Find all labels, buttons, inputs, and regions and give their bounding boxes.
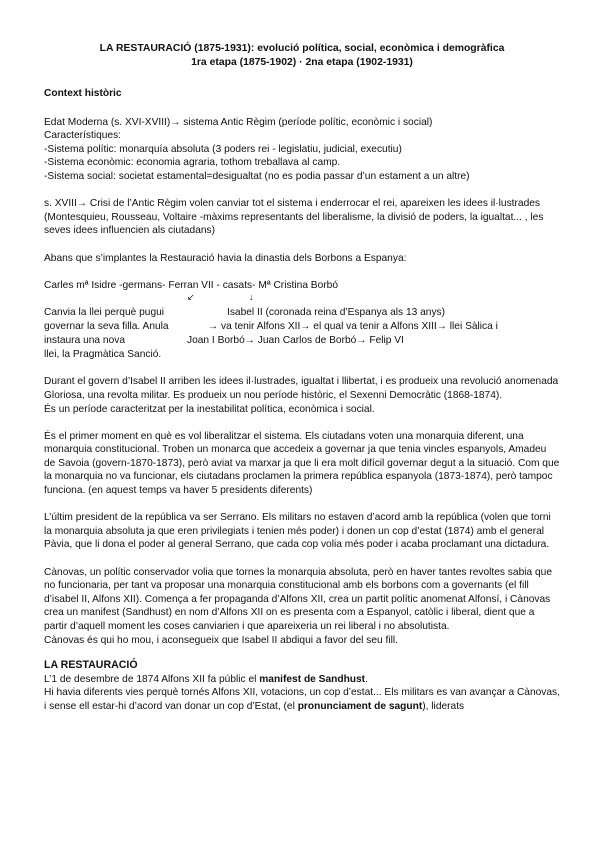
restauracio-line-2-text: Hi havia diferents vies perquè tornés Alfons XII, votacions, un cop d’estat... Els militars es van avançar a Cànovas, i sense ell estar-hi d’acord van donar un cop d’Estat, (el (44, 687, 560, 712)
restauracio-line-2 (44, 686, 560, 713)
document-title (44, 42, 560, 70)
serrano-paragraph: L’últim president de la república va ser Serrano. Els militars no estaven d’acord amb la república (volen que torni la monarquia absoluta ja que eren privilegiats i tenien més poder) i donen un cop d’estat (1874) amb el general Pàvia, que li dona el poder al general Serrano, que cada cop volia més poder i acaba proclamant una dictadura. (44, 512, 551, 551)
context-line: -Sistema econòmic: economia agraria, tothom treballava al camp. (44, 157, 341, 169)
bourbons-intro: Abans que s’implantes la Restauració havia la dinastia dels Borbons a Espanya: (44, 252, 407, 264)
restauracio-heading: LA RESTAURACIÓ (44, 659, 138, 672)
restauracio-line-2-end: ), liderats (422, 700, 465, 712)
crisis-paragraph: s. XVIII→ Crisi de l’Antic Règim volen canviar tot el sistema i enderrocar el rei, apareixen les idees il·lustrades (Montesquieu, Rousseau, Voltaire -màxims representants del liberalisme, la divisió de poders, la igualtat... , les seves idees influencien als ciutadans) (44, 198, 544, 237)
context-line: -Sistema social: societat estamental=desigualtat (no es podia passar d’un estament a un altre) (44, 170, 470, 182)
arrow-left-icon: ↙ (187, 291, 195, 302)
context-line: -Sistema polític: monarquía absoluta (3 poders rei - legislatiu, judicial, executiu) (44, 143, 402, 155)
sexenni-paragraph: És el primer moment en què es vol liberalitzar el sistema. Els ciutadans voten una monarquia diferent, una monarquia constitucional. Troben un monarca que accedeix a governar ja que tenia vincles espanyols, Amadeu de Savoia (govern-1870-1873), però aviat va marxar ja que li era molt difícil governar degut a la situació. Com que la monarquia no va funcionar, els ciutadans proclamen la primera república espanyola (1873-1874), però tampoc funciona. (en aquest temps va haver 5 presidents diferents) (44, 430, 560, 497)
context-list (44, 116, 560, 184)
manifest-emphasis: manifest de Sandhust (259, 673, 366, 685)
restauracio-line-1-end: . (365, 673, 368, 685)
gloriosa-paragraph: Durant el govern d’Isabel II arriben les idees il·lustrades, igualtat i llibertat, i es produeix una revolució anomenada Gloriosa, una revolta militar. Es produeix un nou període històric, el Sexenni Democràtic (1868-1874). (44, 376, 559, 401)
context-line: Edat Moderna (s. XVI-XVIII)→ sistema Antic Règim (període polític, econòmic i social) (44, 116, 433, 128)
pronunciament-emphasis: pronunciament de sagunt (297, 700, 423, 712)
canovas-paragraph: Cànovas, un polític conservador volia que tornes la monarquia absoluta, però en haver tantes revoltes sabia que no funcionaria, per tant va proposar una monarquia constitucional amb els borbons com a governants (el fill d’isabel II, Alfons XII). Comença a fer propaganda d’Alfons XII, crea un partit polític anomenat Alfonsí, i Cànovas crea un manifest (Sandhust) en nom d’Alfons XII on es presenta com a Espanyol, catòlic i liberal, dient que a partir d’aquell moment les coses canviarien i que apareixeria un rei liberal i no absolutista. (44, 566, 552, 632)
tree-left-2: governar la seva filla. Anula (44, 320, 169, 332)
tree-right-2: → va tenir Alfons XII→ el qual va tenir a Alfons XIII→ llei Sàlica i (208, 320, 498, 332)
tree-left-1: Canvia la llei perquè pugui (44, 306, 165, 318)
title-line-1: LA RESTAURACIÓ (1875-1931): evolució política, social, econòmica i demogràfica (99, 43, 505, 54)
title-line-2: 1ra etapa (1875-1902) · 2na etapa (1902-1931) (191, 57, 413, 68)
context-line: Característiques: (44, 130, 122, 142)
instability-line: És un període caracteritzat per la inestabilitat política, econòmica i social. (44, 403, 375, 415)
tree-top: Carles mª Isidre -germans- Ferran VII - casats- Mª Cristina Borbó (44, 279, 338, 291)
tree-right-3: Joan I Borbó→ Juan Carlos de Borbó→ Felip VI (187, 334, 404, 346)
tree-left-4: llei, la Pragmàtica Sanció. (44, 348, 162, 360)
arrow-down-icon: ↓ (249, 291, 254, 302)
restauracio-line-1-text: L’1 de desembre de 1874 Alfons XII fa públic el (44, 673, 260, 685)
tree-right-1: Isabel II (coronada reina d’Espanya als 13 anys) (227, 306, 446, 318)
bourbon-family-tree (44, 279, 560, 362)
context-heading: Context històric (44, 88, 122, 99)
document-page (44, 42, 560, 714)
abdication-line: Cànovas és qui ho mou, i aconsegueix que Isabel II abdiqui a favor del seu fill. (44, 634, 398, 646)
restauracio-line-1 (44, 673, 560, 687)
tree-left-3: instaura una nova (44, 334, 125, 346)
